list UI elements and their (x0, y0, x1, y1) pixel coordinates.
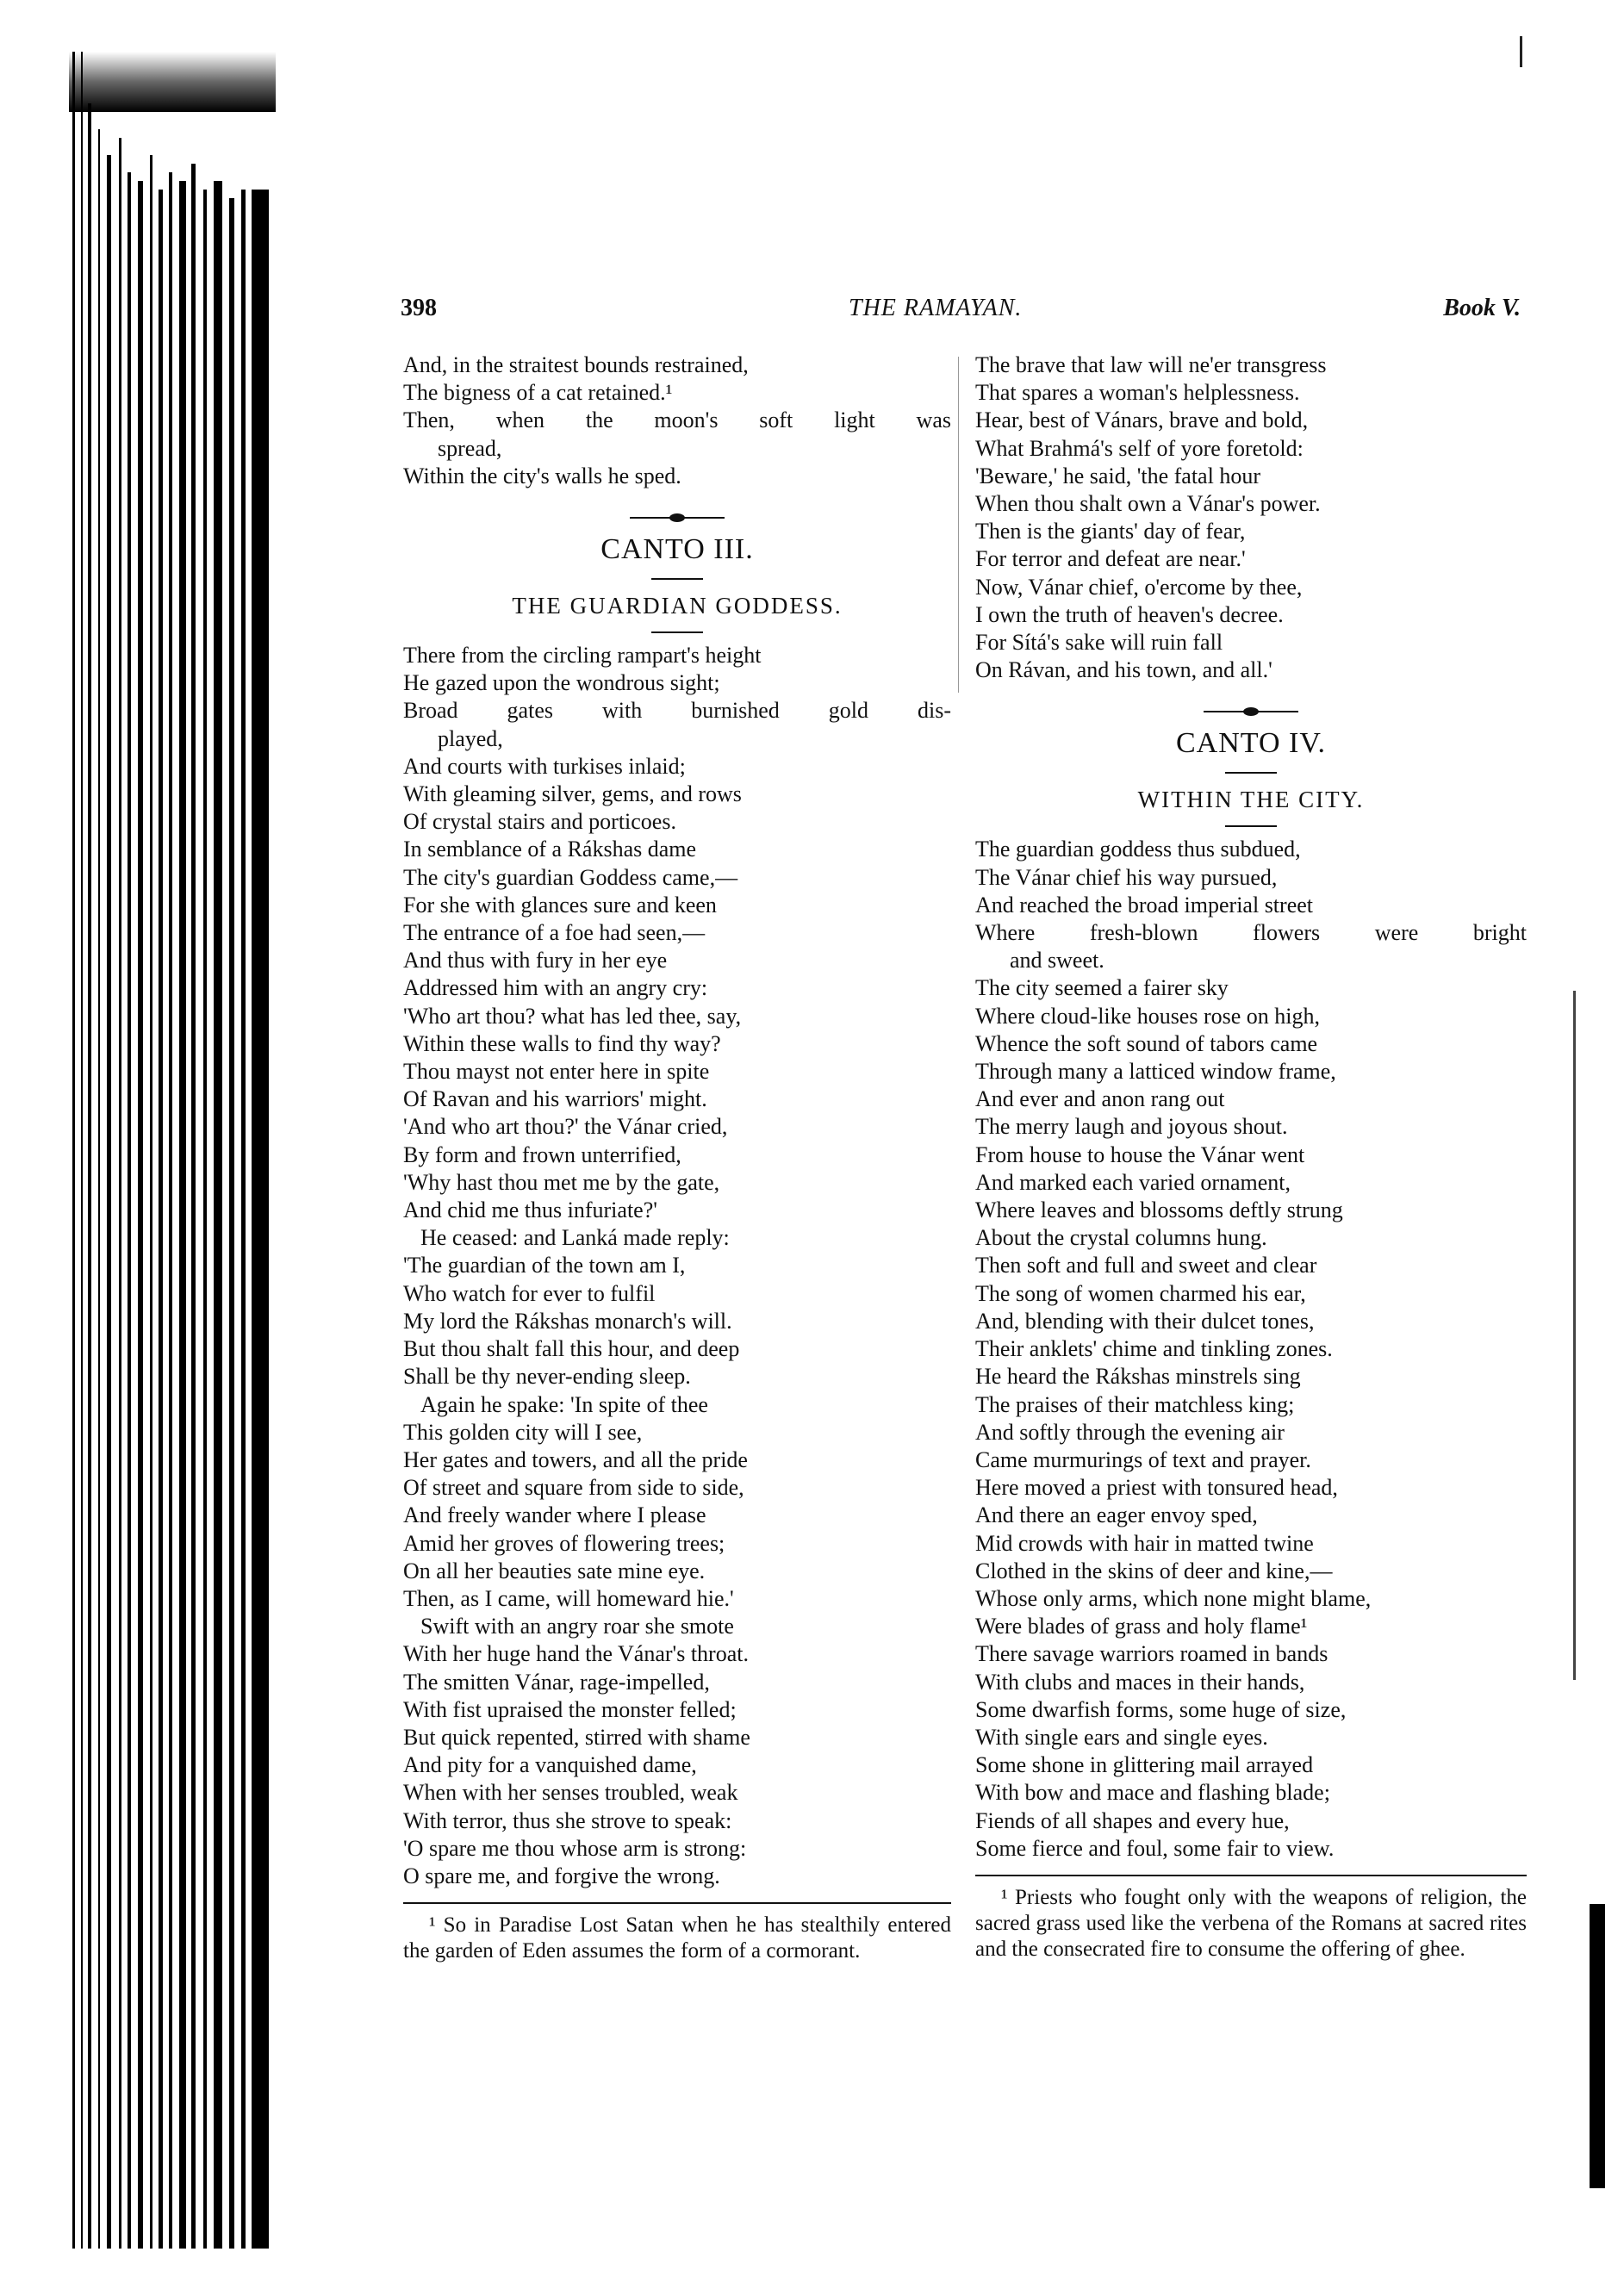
verse-line: When thou shalt own a Vánar's power. (975, 491, 1321, 517)
scan-mark (1520, 36, 1522, 67)
section-ornament (403, 506, 951, 530)
verse-line: With gleaming silver, gems, and rows (403, 781, 742, 807)
verse-line: Where cloud-like houses rose on high, (975, 1003, 1321, 1029)
verse-line: Then soft and full and sweet and clear (975, 1253, 1317, 1278)
verse-line: With clubs and maces in their hands, (975, 1669, 1305, 1695)
verse-line: With single ears and single eyes. (975, 1724, 1268, 1750)
verse-line: Of crystal stairs and porticoes. (403, 809, 676, 835)
verse-line: The bigness of a cat retained.¹ (403, 380, 673, 406)
verse-line: Were blades of grass and holy flame¹ (975, 1614, 1308, 1639)
verse-line: Swift with an angry roar she smote (420, 1614, 734, 1639)
verse-line: Here moved a priest with tonsured head, (975, 1475, 1338, 1501)
scan-mark (1590, 1904, 1605, 2188)
verse-line: And, blending with their dulcet tones, (975, 1308, 1315, 1334)
verse-line: With her huge hand the Vánar's throat. (403, 1641, 749, 1667)
verse-line: spread, (438, 435, 502, 461)
verse-line: 'Beware,' he said, 'the fatal hour (975, 463, 1260, 488)
verse-line: The city's guardian Goddess came,— (403, 864, 738, 890)
canto-subtitle: THE GUARDIAN GODDESS. (512, 593, 843, 619)
verse-line: My lord the Rákshas monarch's will. (403, 1308, 732, 1334)
verse-line: The brave that law will ne'er transgress (975, 352, 1327, 377)
verse-line: About the crystal columns hung. (975, 1225, 1267, 1251)
verse-line: On all her beauties sate mine eye. (403, 1558, 706, 1583)
verse-line: Then, as I came, will homeward hie.' (403, 1585, 734, 1611)
verse-line: The merry laugh and joyous shout. (975, 1114, 1288, 1140)
verse-line: Some dwarfish forms, some huge of size, (975, 1696, 1347, 1722)
title-rule (403, 569, 951, 588)
verse-line: By form and frown unterrified, (403, 1142, 681, 1167)
page-number: 398 (401, 295, 437, 321)
verse-line: The song of women charmed his ear, (975, 1280, 1306, 1306)
verse-line: Within the city's walls he sped. (403, 463, 681, 488)
verse-line: But quick repented, stirred with shame (403, 1724, 750, 1750)
footnote: ¹ Priests who fought only with the weapons of religion, the sacred grass used like the verbena of the Romans at sacred rites and the consecrated fire to consume the offering of ghee. (975, 1885, 1527, 1961)
canto-title: CANTO IV. (1176, 727, 1326, 760)
column-divider (958, 357, 959, 693)
left-column (403, 351, 951, 1964)
verse-line: When with her senses troubled, weak (403, 1780, 738, 1806)
verse-line: And reached the broad imperial street (975, 892, 1313, 918)
verse-line: Clothed in the skins of deer and kine,— (975, 1558, 1333, 1583)
verse-line: And freely wander where I please (403, 1502, 706, 1528)
verse-line: For she with glances sure and keen (403, 892, 717, 918)
verse-line: Some shone in glittering mail arrayed (975, 1752, 1314, 1778)
verse-line: Fiends of all shapes and every hue, (975, 1807, 1290, 1833)
verse-line: In semblance of a Rákshas dame (403, 837, 697, 862)
verse-line: O spare me, and forgive the wrong. (403, 1863, 720, 1888)
footnote: ¹ So in Paradise Lost Satan when he has stealthily entered the garden of Eden assumes the form of a cormorant. (403, 1913, 951, 1963)
verse-line: Amid her groves of flowering trees; (403, 1530, 725, 1556)
verse-line: Her gates and towers, and all the pride (403, 1446, 748, 1472)
title-rule (975, 763, 1527, 782)
verse-line: He gazed upon the wondrous sight; (403, 670, 720, 696)
verse-line: And courts with turkises inlaid; (403, 753, 686, 779)
canto-subtitle: WITHIN THE CITY. (1137, 787, 1365, 813)
footnote-rule (975, 1875, 1527, 1876)
verse-line: Came murmurings of text and prayer. (975, 1446, 1311, 1472)
verse-line: With fist upraised the monster felled; (403, 1696, 737, 1722)
verse-line: 'Why hast thou met me by the gate, (403, 1169, 720, 1195)
verse-line: Their anklets' chime and tinkling zones. (975, 1336, 1333, 1362)
verse-line: Again he spake: 'In spite of thee (420, 1391, 708, 1417)
canto-title: CANTO III. (600, 533, 754, 566)
verse-line: And softly through the evening air (975, 1419, 1285, 1445)
title-rule (975, 817, 1527, 836)
running-header (401, 295, 1521, 329)
verse-line: From house to house the Vánar went (975, 1142, 1305, 1167)
verse-line: What Brahmá's self of yore foretold: (975, 435, 1304, 461)
right-column (975, 351, 1527, 1963)
verse-line: That spares a woman's helplessness. (975, 380, 1300, 406)
verse-line: played, (438, 725, 503, 751)
running-title: THE RAMAYAN. (849, 295, 1023, 321)
verse-line: The praises of their matchless king; (975, 1391, 1295, 1417)
section-ornament (975, 700, 1527, 724)
verse-line: The smitten Vánar, rage-impelled, (403, 1669, 710, 1695)
footnote-rule (403, 1902, 951, 1904)
verse-line: Then, when the moon's soft light was (403, 407, 951, 433)
verse-line: Where fresh-blown flowers were bright (975, 920, 1527, 946)
verse-line: Shall be thy never-ending sleep. (403, 1364, 691, 1390)
verse-line: Of Ravan and his warriors' might. (403, 1086, 707, 1112)
verse-line: And thus with fury in her eye (403, 948, 668, 974)
book-label: Book V. (1443, 295, 1521, 321)
verse-line: Mid crowds with hair in matted twine (975, 1530, 1314, 1556)
verse-line: 'O spare me thou whose arm is strong: (403, 1835, 747, 1861)
verse-line: Broad gates with burnished gold dis- (403, 698, 951, 724)
verse-line: Addressed him with an angry cry: (403, 975, 708, 1001)
verse-line: Some fierce and foul, some fair to view. (975, 1835, 1335, 1861)
page-binding-edge (69, 52, 276, 2249)
verse-line: I own the truth of heaven's decree. (975, 601, 1284, 627)
verse-line: Hear, best of Vánars, brave and bold, (975, 407, 1309, 433)
verse-line: Within these walls to find thy way? (403, 1030, 721, 1056)
verse-line: He heard the Rákshas minstrels sing (975, 1364, 1301, 1390)
verse-line: There from the circling rampart's height (403, 643, 762, 669)
verse-line: This golden city will I see, (403, 1419, 643, 1445)
verse-line: And ever and anon rang out (975, 1086, 1225, 1112)
verse-line: And marked each varied ornament, (975, 1169, 1291, 1195)
verse-line: The guardian goddess thus subdued, (975, 837, 1301, 862)
verse-line: And, in the straitest bounds restrained, (403, 352, 749, 377)
verse-line: Who watch for ever to fulfil (403, 1280, 656, 1306)
verse-line: 'Who art thou? what has led thee, say, (403, 1003, 742, 1029)
verse-line: 'The guardian of the town am I, (403, 1253, 686, 1278)
verse-line: The entrance of a foe had seen,— (403, 920, 706, 946)
verse-line: and sweet. (1010, 948, 1104, 974)
title-rule (403, 623, 951, 642)
scan-mark (1573, 991, 1576, 1680)
verse-line: And chid me thus infuriate?' (403, 1197, 657, 1223)
verse-line: With bow and mace and flashing blade; (975, 1780, 1330, 1806)
verse-line: Then is the giants' day of fear, (975, 519, 1246, 544)
verse-line: On Rávan, and his town, and all.' (975, 657, 1272, 683)
verse-line: With terror, thus she strove to speak: (403, 1807, 732, 1833)
verse-line: There savage warriors roamed in bands (975, 1641, 1328, 1667)
verse-line: Whence the soft sound of tabors came (975, 1030, 1318, 1056)
verse-line: Through many a latticed window frame, (975, 1059, 1336, 1085)
verse-line: Thou mayst not enter here in spite (403, 1059, 710, 1085)
verse-line: The city seemed a fairer sky (975, 975, 1229, 1001)
verse-line: But thou shalt fall this hour, and deep (403, 1336, 740, 1362)
verse-line: For Sítá's sake will ruin fall (975, 630, 1223, 656)
verse-line: Whose only arms, which none might blame, (975, 1585, 1372, 1611)
verse-line: And there an eager envoy sped, (975, 1502, 1258, 1528)
verse-line: Of street and square from side to side, (403, 1475, 744, 1501)
verse-line: The Vánar chief his way pursued, (975, 864, 1278, 890)
verse-line: 'And who art thou?' the Vánar cried, (403, 1114, 728, 1140)
verse-line: Where leaves and blossoms deftly strung (975, 1197, 1343, 1223)
verse-line: For terror and defeat are near.' (975, 546, 1246, 572)
verse-line: And pity for a vanquished dame, (403, 1752, 697, 1778)
verse-line: Now, Vánar chief, o'ercome by thee, (975, 574, 1303, 600)
verse-line: He ceased: and Lanká made reply: (420, 1225, 730, 1251)
